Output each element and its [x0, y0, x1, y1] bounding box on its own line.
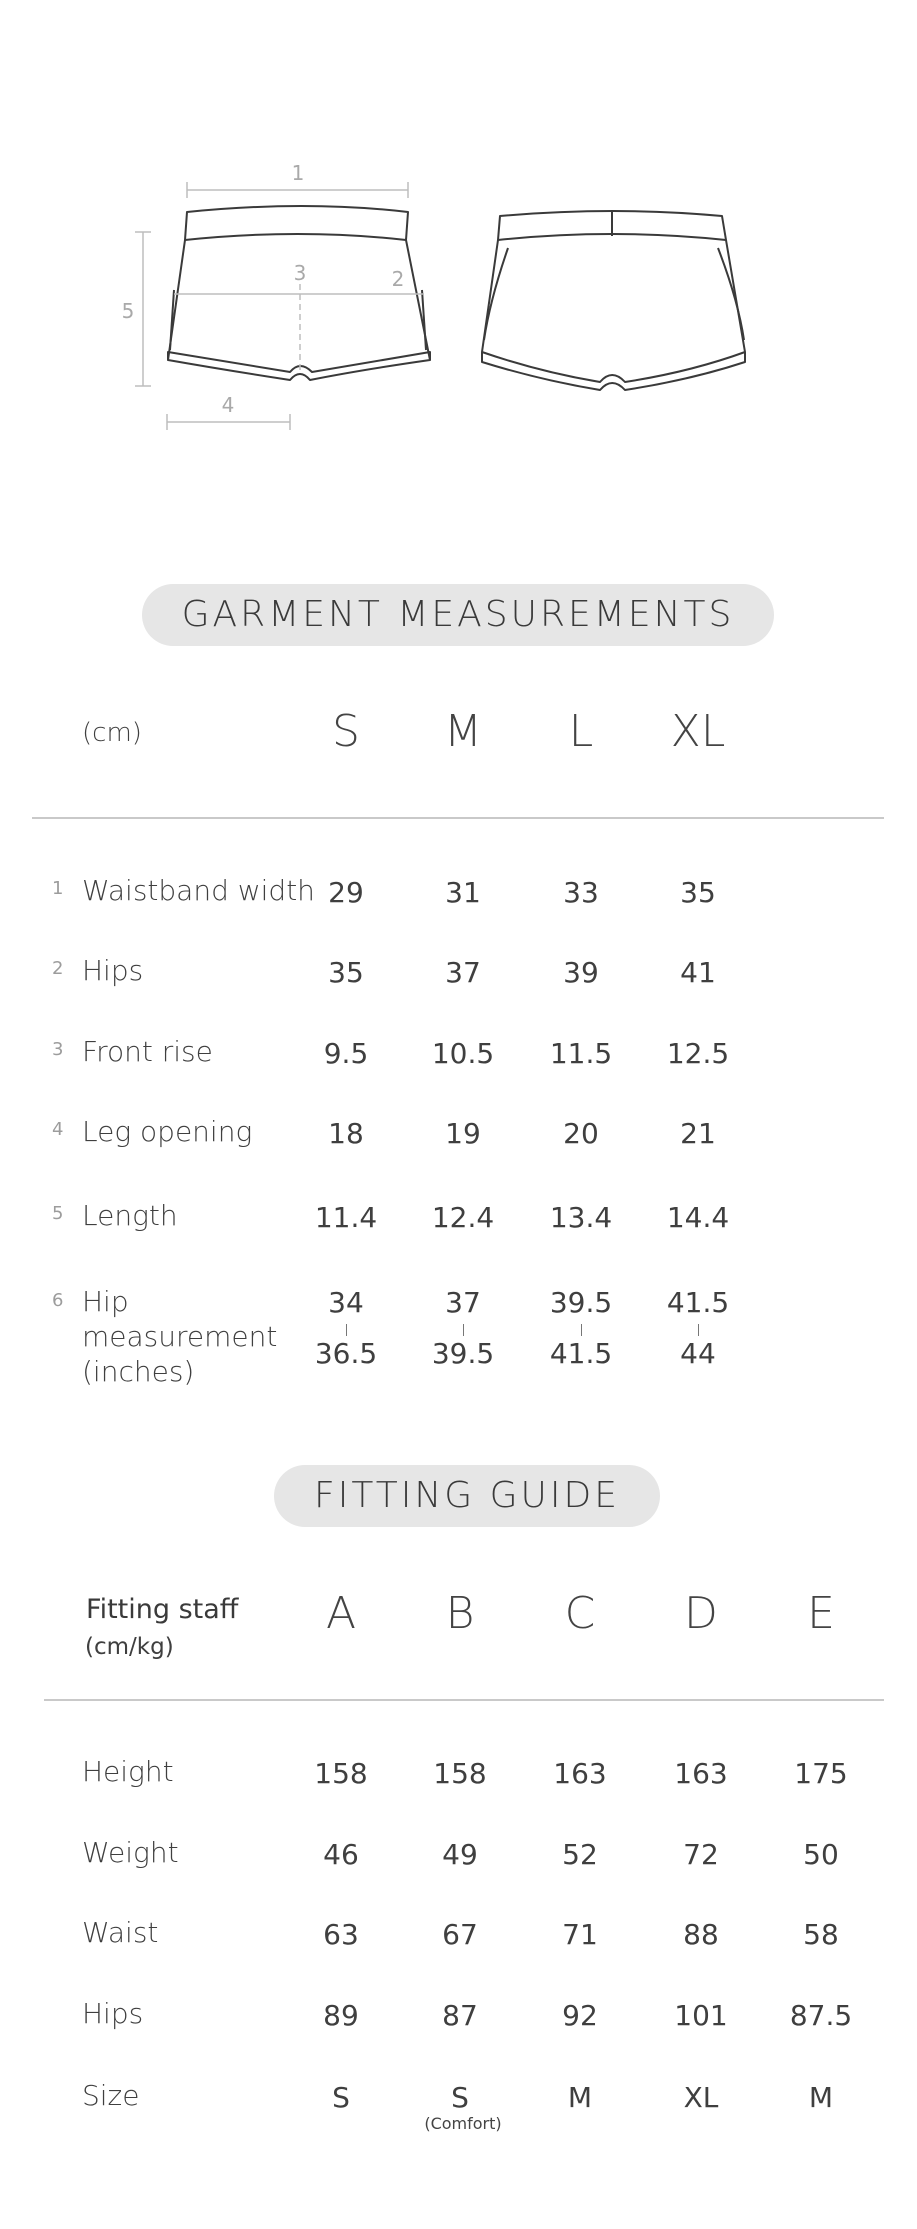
fitting-value: 63: [323, 1918, 359, 1951]
model-header-c: C: [564, 1588, 596, 1639]
hip-label-line: Hip: [82, 1285, 129, 1318]
fitting-value: 92: [562, 1999, 598, 2032]
fitting-value: 163: [553, 1757, 607, 1790]
dim-label-1: 1: [291, 161, 305, 185]
fitting-row-label: Waist: [82, 1916, 159, 1949]
fitting-value: 52: [562, 1838, 598, 1871]
fitting-value: 87.5: [789, 1999, 853, 2032]
fitting-value: 49: [442, 1838, 478, 1871]
row-value: 11.4: [314, 1201, 378, 1234]
row-index: 3: [52, 1039, 64, 1060]
model-header-a: A: [325, 1588, 357, 1639]
row-value: 37: [445, 956, 481, 989]
hip-high-value: 36.5: [314, 1337, 378, 1370]
size-comfort-note: (Comfort): [424, 2114, 502, 2133]
size-header-xl: XL: [670, 706, 726, 757]
back-view-drawing: [482, 211, 745, 390]
row-value: 31: [445, 876, 481, 909]
garment-divider: [32, 817, 884, 819]
row-value: 29: [328, 876, 364, 909]
size-header-s: S: [332, 706, 360, 757]
fitting-guide-title: FITTING GUIDE: [274, 1465, 660, 1527]
fitting-value: 163: [674, 1757, 728, 1790]
fitting-value: 58: [803, 1918, 839, 1951]
dim-label-5: 5: [121, 299, 135, 323]
row-value: 11.5: [549, 1037, 613, 1070]
range-tick: [346, 1324, 347, 1336]
row-value: 33: [563, 876, 599, 909]
row-value: 35: [328, 956, 364, 989]
fitting-value: 87: [442, 1999, 478, 2032]
fitting-value: 46: [323, 1838, 359, 1871]
row-label: Hips: [82, 954, 144, 987]
row-label: Waistband width: [82, 874, 315, 907]
fitting-value: 101: [674, 1999, 728, 2032]
row-value: 18: [328, 1117, 364, 1150]
row-label: Length: [82, 1199, 178, 1232]
hip-high-value: 44: [680, 1337, 716, 1370]
row-index: 1: [52, 878, 64, 899]
hip-label-line: (inches): [82, 1355, 195, 1388]
row-value: 19: [445, 1117, 481, 1150]
row-value: 21: [680, 1117, 716, 1150]
hip-label-line: measurement: [82, 1320, 278, 1353]
fitting-row-label: Height: [82, 1755, 174, 1788]
dim-label-2: 2: [391, 267, 405, 291]
row-index: 5: [52, 1203, 64, 1224]
hip-low-value: 37: [445, 1286, 481, 1319]
model-header-e: E: [807, 1588, 835, 1639]
row-value: 9.5: [323, 1037, 369, 1070]
fitting-value: 89: [323, 1999, 359, 2032]
fitting-value: 67: [442, 1918, 478, 1951]
fitting-value: 158: [433, 1757, 487, 1790]
hip-high-value: 39.5: [431, 1337, 495, 1370]
fitting-row-label: Hips: [82, 1997, 144, 2030]
model-header-b: B: [445, 1588, 475, 1639]
row-value: 41: [680, 956, 716, 989]
row-label: Leg opening: [82, 1115, 253, 1148]
row-value: 35: [680, 876, 716, 909]
unit-label: (cm): [82, 718, 142, 748]
garment-measurements-title: GARMENT MEASUREMENTS: [142, 584, 774, 646]
hip-high-value: 41.5: [549, 1337, 613, 1370]
fitting-value: XL: [683, 2081, 719, 2114]
hip-low-value: 39.5: [549, 1286, 613, 1319]
hip-low-value: 34: [328, 1286, 364, 1319]
garment-diagram: [0, 0, 917, 480]
model-header-d: D: [684, 1588, 718, 1639]
range-tick: [698, 1324, 699, 1336]
size-header-l: L: [568, 706, 594, 757]
dim-label-4: 4: [221, 393, 235, 417]
hip-low-value: 41.5: [666, 1286, 730, 1319]
fitting-row-label: Weight: [82, 1836, 179, 1869]
row-index: 4: [52, 1119, 64, 1140]
fitting-value: S: [332, 2081, 350, 2114]
fitting-value: S: [451, 2081, 469, 2114]
fitting-value: 158: [314, 1757, 368, 1790]
row-index: 2: [52, 958, 64, 979]
fitting-value: 50: [803, 1838, 839, 1871]
fitting-divider: [44, 1699, 884, 1701]
dim-label-3: 3: [293, 261, 307, 285]
fitting-staff-label: Fitting staff: [86, 1594, 239, 1625]
row-value: 20: [563, 1117, 599, 1150]
fitting-value: M: [808, 2081, 834, 2114]
row-value: 39: [563, 956, 599, 989]
fitting-row-label: Size: [82, 2079, 140, 2112]
fitting-value: 88: [683, 1918, 719, 1951]
range-tick: [581, 1324, 582, 1336]
row-index: 6: [52, 1290, 64, 1311]
fitting-staff-unit: (cm/kg): [85, 1634, 174, 1660]
row-value: 13.4: [549, 1201, 613, 1234]
size-header-m: M: [444, 706, 482, 757]
fitting-value: 71: [562, 1918, 598, 1951]
row-value: 14.4: [666, 1201, 730, 1234]
fitting-value: 72: [683, 1838, 719, 1871]
row-label: Front rise: [82, 1035, 213, 1068]
fitting-value: M: [567, 2081, 593, 2114]
row-value: 10.5: [431, 1037, 495, 1070]
range-tick: [463, 1324, 464, 1336]
fitting-value: 175: [794, 1757, 848, 1790]
row-value: 12.4: [431, 1201, 495, 1234]
front-view-drawing: [168, 206, 430, 380]
row-value: 12.5: [666, 1037, 730, 1070]
